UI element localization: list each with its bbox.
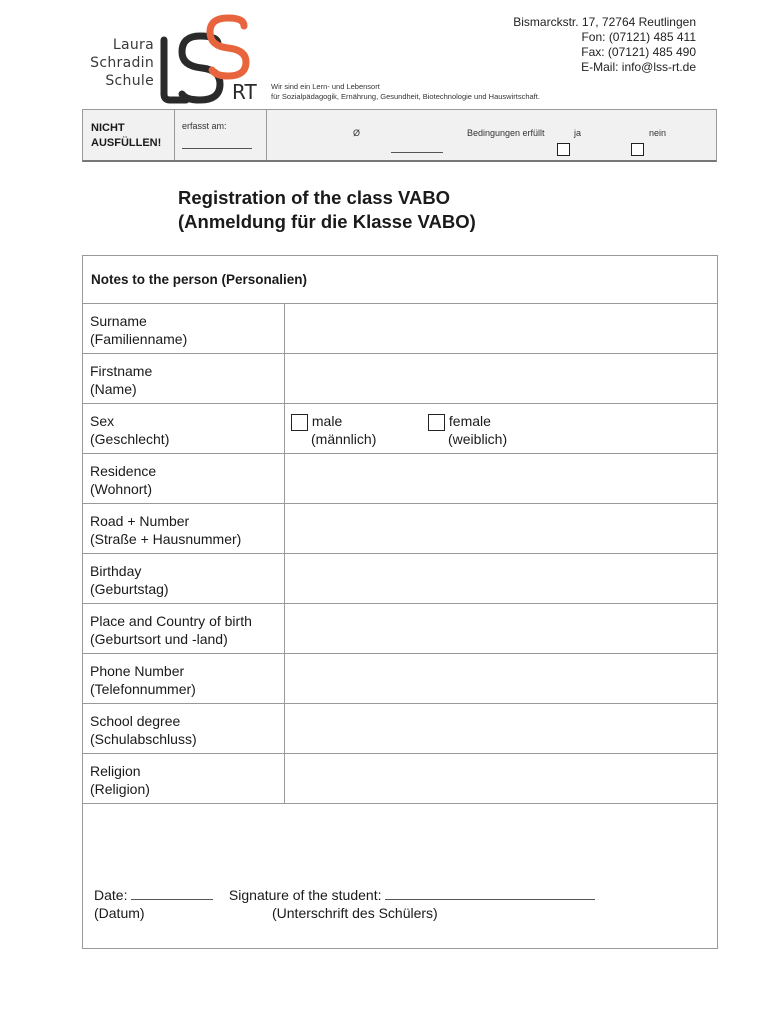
recorded-on-label: erfasst am: (182, 121, 227, 131)
religion-field[interactable] (285, 754, 717, 803)
signature-sub-label: (Unterschrift des Schülers) (272, 905, 438, 921)
label-en: Firstname (90, 363, 153, 379)
conditions-area (267, 110, 716, 160)
row-label (83, 354, 285, 403)
row-label (83, 554, 285, 603)
contact-email[interactable]: E-Mail: info@lss-rt.de (581, 60, 696, 74)
do-not-fill-line: NICHT (91, 122, 125, 134)
date-field[interactable] (131, 899, 213, 900)
label-en: Road + Number (90, 513, 190, 529)
form-row-road (83, 504, 717, 554)
sex-male-option (291, 412, 377, 447)
label-de: (Schulabschluss) (90, 731, 197, 747)
school-name-line: Laura (112, 37, 154, 53)
school-tagline (271, 82, 540, 101)
school-name (80, 36, 154, 90)
firstname-field[interactable] (285, 354, 717, 403)
label-en: Surname (90, 313, 147, 329)
label-en: Phone Number (90, 663, 185, 679)
label-de: (Geburtsort und -land) (90, 631, 228, 647)
male-label-de: (männlich) (311, 431, 377, 447)
road-number-field[interactable] (285, 504, 717, 553)
row-label (83, 304, 285, 353)
female-label-de: (weiblich) (448, 431, 508, 447)
contact-address: Bismarckstr. 17, 72764 Reutlingen (513, 15, 696, 29)
form-row-phone (83, 654, 717, 704)
contact-fax: Fax: (07121) 485 490 (581, 45, 696, 59)
form-row-birthplace (83, 604, 717, 654)
title-line-en: Registration of the class VABO (178, 187, 451, 208)
form-row-sex (83, 404, 717, 454)
tagline-line: für Sozialpädagogik, Ernährung, Gesundheit, Biotechnologie und Hauswirtschaft. (271, 91, 540, 101)
form-row-surname (83, 304, 717, 354)
label-de: (Geburtstag) (90, 581, 169, 597)
contact-block (513, 15, 696, 75)
registration-form (82, 255, 718, 949)
sex-female-option (428, 412, 508, 447)
row-label (83, 654, 285, 703)
do-not-fill-line: AUSFÜLLEN! (91, 137, 162, 149)
form-row-residence (83, 454, 717, 504)
do-not-fill-label (83, 110, 175, 160)
school-degree-field[interactable] (285, 704, 717, 753)
office-use-bar (82, 109, 717, 162)
recorded-on-field (175, 110, 267, 160)
label-en: Birthday (90, 563, 142, 579)
birthday-field[interactable] (285, 554, 717, 603)
row-label (83, 754, 285, 803)
birthplace-field[interactable] (285, 604, 717, 653)
conditions-yes-label: ja (574, 128, 582, 138)
date-label: Date: (94, 887, 128, 903)
label-de: (Name) (90, 381, 137, 397)
label-de: (Wohnort) (90, 481, 152, 497)
contact-phone: Fon: (07121) 485 411 (581, 30, 696, 44)
label-en: Residence (90, 463, 157, 479)
signature-label: Signature of the student: (228, 887, 382, 903)
row-label (83, 454, 285, 503)
label-en: Place and Country of birth (90, 613, 252, 629)
recorded-on-line (182, 148, 252, 149)
label-de: (Religion) (90, 781, 150, 797)
label-en: School degree (90, 713, 181, 729)
label-en: Sex (90, 413, 115, 429)
phone-field[interactable] (285, 654, 717, 703)
label-de: (Geschlecht) (90, 431, 170, 447)
form-row-firstname (83, 354, 717, 404)
row-label (83, 604, 285, 653)
female-checkbox[interactable] (428, 414, 445, 431)
label-de: (Straße + Hausnummer) (90, 531, 242, 547)
residence-field[interactable] (285, 454, 717, 503)
logo-suffix: RT (232, 80, 257, 104)
section-title: Notes to the person (Personalien) (83, 256, 717, 304)
school-name-line: Schule (105, 73, 154, 89)
surname-field[interactable] (285, 304, 717, 353)
signature-field[interactable] (385, 899, 595, 900)
sex-options (285, 404, 717, 453)
form-row-school-degree (83, 704, 717, 754)
male-label: male (311, 413, 343, 429)
row-label (83, 404, 285, 453)
form-row-birthday (83, 554, 717, 604)
male-checkbox[interactable] (291, 414, 308, 431)
date-sub-label: (Datum) (94, 905, 145, 921)
label-en: Religion (90, 763, 141, 779)
signature-area (83, 804, 717, 949)
conditions-label: Bedingungen erfüllt (467, 128, 545, 138)
page-title (178, 186, 476, 234)
conditions-no-label: nein (649, 128, 667, 138)
tagline-line: Wir sind ein Lern- und Lebensort (271, 82, 380, 91)
row-label (83, 504, 285, 553)
row-label (83, 704, 285, 753)
form-row-religion (83, 754, 717, 804)
date-signature-line (94, 886, 595, 904)
female-label: female (448, 413, 491, 429)
average-symbol: Ø (353, 128, 361, 138)
label-de: (Telefonnummer) (90, 681, 196, 697)
title-line-de: (Anmeldung für die Klasse VABO) (178, 211, 476, 232)
label-de: (Familienname) (90, 331, 188, 347)
school-name-line: Schradin (90, 55, 154, 71)
